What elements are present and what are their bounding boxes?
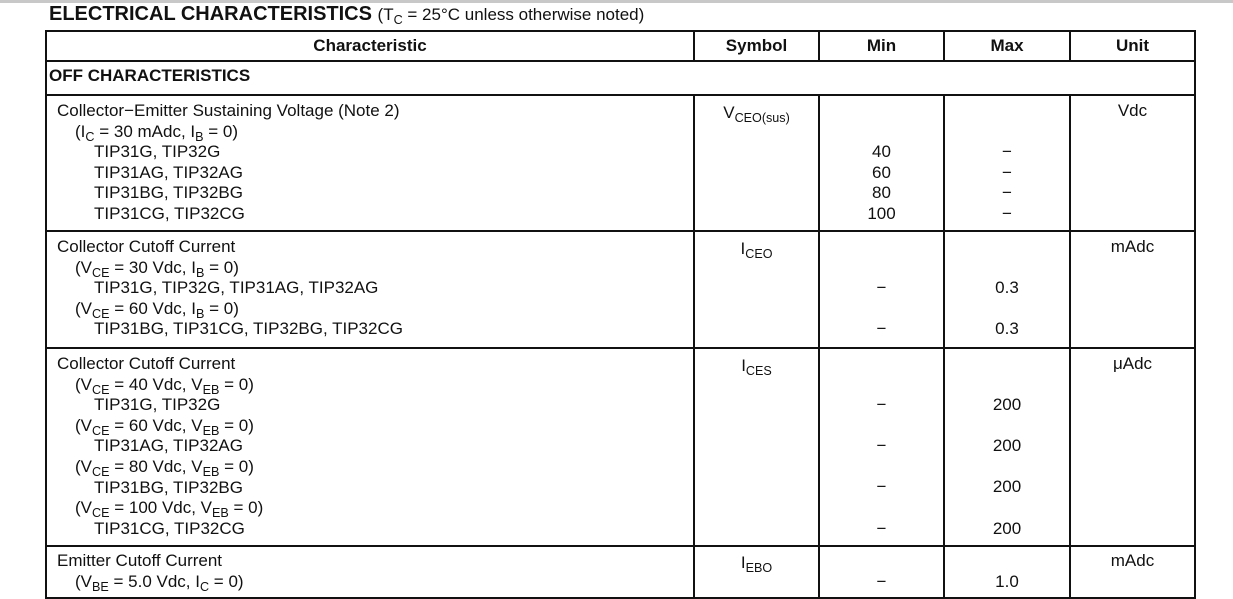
row4-unit: mAdc [1110,551,1155,570]
row4-max-values: 1.0 [995,572,1019,591]
row3-description: Collector Cutoff Current ($V_{CE} = 40$ Vdc, $V_{EB} = 0$) TIP31G, TIP32G ($V_{CE} = 60$ Vdc, $V_{EB} = 0$) TIP31AG, TIP32AG ($V_{CE} = 80$ Vdc, $V_{EB} = 0$) TIP31BG, TIP32BG ($V_{CE} = 100$ Vdc, $V_{EB} = 0$) TIP31CG, TIP32CG [57,354,264,538]
row4-min-values: − [876,572,887,591]
rule-row4-top [45,545,1196,547]
row3-max-values: 200 200 200 200 [992,395,1022,538]
row1-symbol: $V_{CEO(sus)}$ [723,103,790,126]
header-min: Min [866,36,897,55]
rule-right [1194,30,1196,599]
row2-max-values: 0.3 0.3 [995,278,1019,339]
row4-description: Emitter Cutoff Current ($V_{BE} = 5.0$ Vdc, $I_C = 0$) [57,551,244,594]
row1-unit: Vdc [1117,101,1148,120]
row2-symbol: $I_{CEO}$ [740,239,773,262]
header-symbol: Symbol [725,36,788,55]
title-main: ELECTRICAL CHARACTERISTICS [49,3,372,25]
title-conditions: ($T_C = 25^\circ C$ unless otherwise noted) [377,5,645,28]
row2-description: Collector Cutoff Current ($V_{CE} = 30$ Vdc, $I_B = 0$) TIP31G, TIP32G, TIP31AG, TIP32AG ($V_{CE} = 60$ Vdc, $I_B = 0$) TIP31BG, TIP31CG, TIP32BG, TIP32CG [57,237,403,339]
rule-col-symbol [693,94,695,599]
row3-unit: μAdc [1112,354,1153,373]
row3-symbol: $I_{CES}$ [741,356,772,379]
section-off-characteristics: OFF CHARACTERISTICS [49,66,251,85]
header-max: Max [990,36,1024,55]
header-characteristic: Characteristic [313,36,427,55]
header-unit: Unit [1115,36,1150,55]
rule-row3-top [45,347,1196,349]
row3-min-values: − − − − [876,395,887,538]
row2-min-values: − − [876,278,887,339]
row2-unit: mAdc [1110,237,1155,256]
rule-row2-top [45,230,1196,232]
rule-col-unit [1069,94,1071,599]
row1-description: Collector−Emitter Sustaining Voltage (Note 2) ($I_C = 30$ mAdc, $I_B = 0$) TIP31G, TIP32G TIP31AG, TIP32AG TIP31BG, TIP32BG TIP31CG, TIP32CG [57,101,400,223]
electrical-characteristics-table [45,30,1196,599]
rule-left [45,30,47,599]
row1-max-values: − − − − [1002,142,1012,223]
row1-min-values: 40 60 80 100 [867,142,896,223]
rule-row1-top [45,94,1196,96]
table-title [49,2,644,26]
row4-symbol: $I_{EBO}$ [740,553,773,576]
